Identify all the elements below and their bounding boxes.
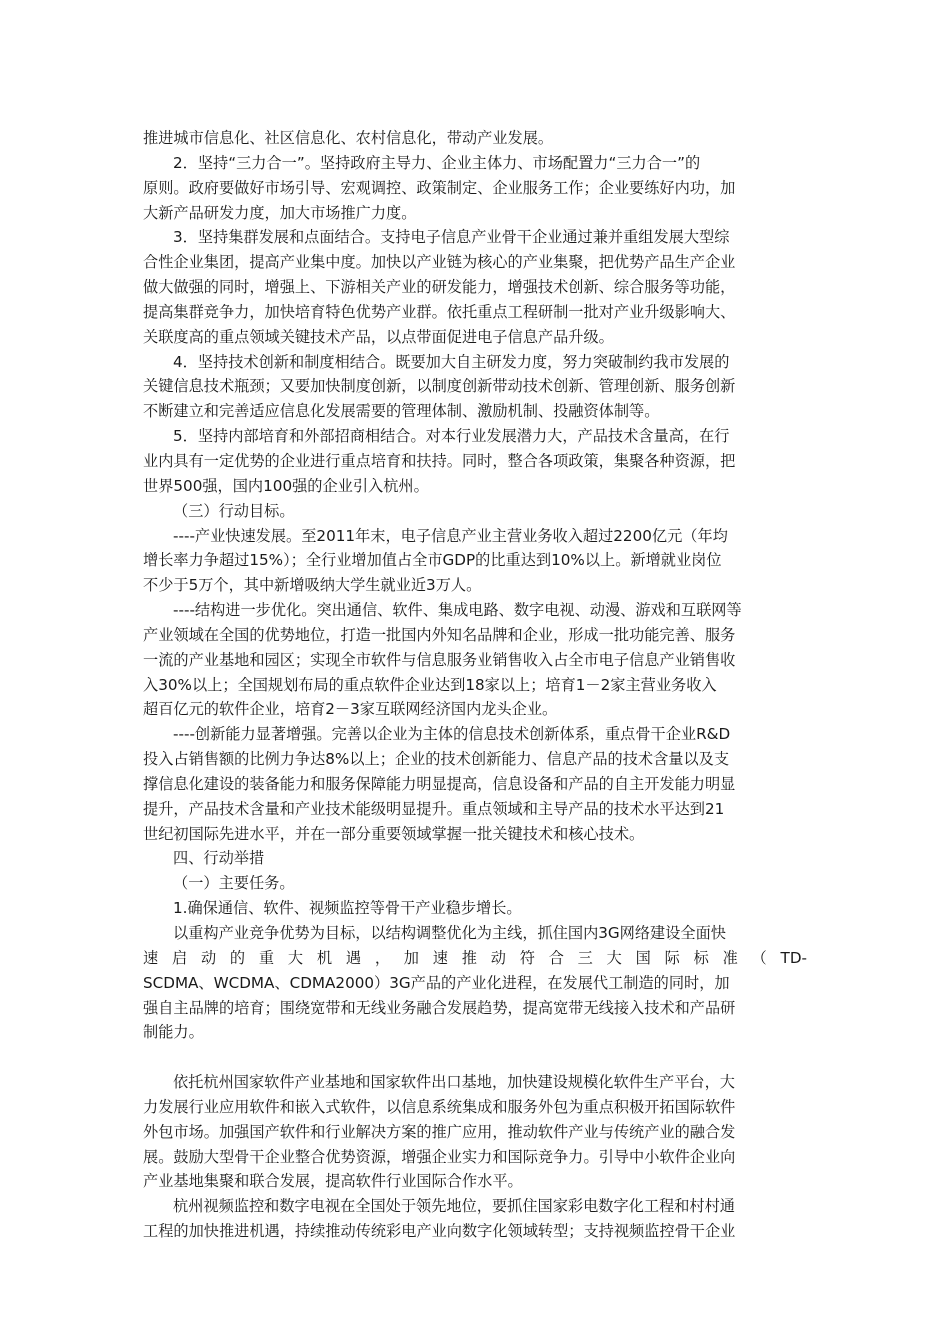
text-line: 依托杭州国家软件产业基地和国家软件出口基地，加快建设规模化软件生产平台，大 <box>173 1073 735 1092</box>
text-line: 世纪初国际先进水平，并在一部分重要领域掌握一批关键技术和核心技术。 <box>143 824 645 843</box>
text-line: 做大做强的同时，增强上、下游相关产业的研发能力，增强技术创新、综合服务等功能， <box>143 278 736 297</box>
text-line: 力发展行业应用软件和嵌入式软件，以信息系统集成和服务外包为重点积极开拓国际软件 <box>143 1097 736 1116</box>
document-page <box>143 126 807 1244</box>
text-line: 杭州视频监控和数字电视在全国处于领先地位，要抓住国家彩电数字化工程和村村通 <box>173 1197 735 1216</box>
text-line <box>143 1045 807 1070</box>
text-line: 以重构产业竞争优势为目标，以结构调整优化为主线，抓住国内3G网络建设全面快 <box>173 924 726 942</box>
text-line: 合性企业集团，提高产业集中度。加快以产业链为核心的产业集聚，把优势产品生产企业 <box>143 253 736 272</box>
text-line: 一流的产业基地和园区；实现全市软件与信息服务业销售收入占全市电子信息产业销售收 <box>143 650 736 669</box>
text-line: 提升，产品技术含量和产业技术能级明显提升。重点领域和主导产品的技术水平达到21 <box>143 799 725 818</box>
text-line: ----产业快速发展。至2011年末，电子信息产业主营业务收入超过2200亿元（年均 <box>173 526 728 545</box>
text-line: 2．坚持“三力合一”。坚持政府主导力、企业主体力、市场配置力“三力合一”的 <box>173 153 701 172</box>
text-line: 业内具有一定优势的企业进行重点培育和扶持。同时，整合各项政策，集聚各种资源，把 <box>143 451 736 470</box>
text-line: 5．坚持内部培育和外部招商相结合。对本行业发展潜力大，产品技术含量高，在行 <box>173 427 730 446</box>
text-line: 产业基地集聚和联合发展，提高软件行业国际合作水平。 <box>143 1172 523 1191</box>
text-line: 速 启 动 的 重 大 机 遇 ， 加 速 推 动 符 合 三 大 国 际 标 准 （ TD- <box>143 948 807 967</box>
text-line: 原则。政府要做好市场引导、宏观调控、政策制定、企业服务工作；企业要练好内功，加 <box>143 178 736 197</box>
text-line: 四、行动举措 <box>173 849 265 868</box>
text-line: 强自主品牌的培育；围绕宽带和无线业务融合发展趋势，提高宽带无线接入技术和产品研 <box>143 998 736 1017</box>
text-line: 关键信息技术瓶颈；又要加快制度创新，以制度创新带动技术创新、管理创新、服务创新 <box>143 377 736 396</box>
text-line: 工程的加快推进机遇，持续推动传统彩电产业向数字化领域转型；支持视频监控骨干企业 <box>143 1222 736 1241</box>
text-line: 展。鼓励大型骨干企业整合优势资源，增强企业实力和国际竞争力。引导中小软件企业向 <box>143 1147 736 1166</box>
text-line: 3．坚持集群发展和点面结合。支持电子信息产业骨干企业通过兼并重组发展大型综 <box>173 228 730 247</box>
text-line: 增长率力争超过15%）；全行业增加值占全市GDP的比重达到10%以上。新增就业岗位 <box>143 551 722 570</box>
text-line: 4．坚持技术创新和制度相结合。既要加大自主研发力度，努力突破制约我市发展的 <box>173 352 730 371</box>
text-line: 超百亿元的软件企业，培育2－3家互联网经济国内龙头企业。 <box>143 700 558 719</box>
text-line: 不少于5万个，其中新增吸纳大学生就业近3万人。 <box>143 576 482 595</box>
text-line: 世界500强，国内100强的企业引入杭州。 <box>143 476 429 495</box>
text-line: 撑信息化建设的装备能力和服务保障能力明显提高，信息设备和产品的自主开发能力明显 <box>143 774 736 793</box>
text-line: 产业领域在全国的优势地位，打造一批国内外知名品牌和企业，形成一批功能完善、服务 <box>143 625 736 644</box>
text-line: 关联度高的重点领域关键技术产品，以点带面促进电子信息产品升级。 <box>143 327 614 346</box>
text-line: 1.确保通信、软件、视频监控等骨干产业稳步增长。 <box>173 899 522 918</box>
text-line: ----创新能力显著增强。完善以企业为主体的信息技术创新体系，重点骨干企业R&D <box>173 725 731 744</box>
text-line: 推进城市信息化、社区信息化、农村信息化，带动产业发展。 <box>143 129 554 147</box>
text-line: （三）行动目标。 <box>173 501 295 520</box>
text-line: SCDMA、WCDMA、CDMA2000）3G产品的产业化进程，在发展代工制造的同时，加 <box>143 973 730 992</box>
text-line: 投入占销售额的比例力争达8%以上；企业的技术创新能力、信息产品的技术含量以及支 <box>143 750 730 769</box>
text-line: 外包市场。加强国产软件和行业解决方案的推广应用，推动软件产业与传统产业的融合发 <box>143 1122 736 1141</box>
text-line: 制能力。 <box>143 1023 204 1042</box>
text-line: （一）主要任务。 <box>173 874 295 893</box>
text-line: 提高集群竞争力，加快培育特色优势产业群。依托重点工程研制一批对产业升级影响大、 <box>143 302 736 321</box>
text-line: 入30%以上；全国规划布局的重点软件企业达到18家以上；培育1－2家主营业务收入 <box>143 675 717 694</box>
text-line: 大新产品研发力度，加大市场推广力度。 <box>143 203 417 222</box>
text-line: 不断建立和完善适应信息化发展需要的管理体制、激励机制、投融资体制等。 <box>143 402 660 421</box>
text-line: ----结构进一步优化。突出通信、软件、集成电路、数字电视、动漫、游戏和互联网等 <box>173 601 742 620</box>
